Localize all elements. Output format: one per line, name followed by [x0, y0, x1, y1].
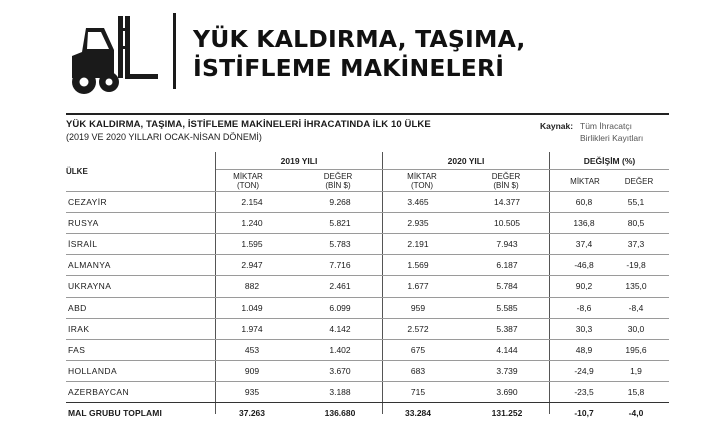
cell-country: IRAK	[68, 323, 90, 334]
cell-country: ALMANYA	[68, 260, 111, 271]
total-row	[66, 403, 669, 423]
cell-deger-2020: 4.144	[496, 344, 518, 355]
cell-miktar-2019: 37.263	[239, 408, 265, 418]
header-miktar-2019: MİKTAR (TON)	[233, 172, 263, 190]
cell-deger-2019: 3.188	[329, 386, 351, 397]
cell-change-deger: 30,0	[627, 323, 645, 334]
cell-deger-2020: 3.690	[496, 386, 518, 397]
cell-deger-2019: 2.461	[329, 281, 351, 292]
cell-change-deger: 37,3	[627, 239, 645, 250]
cell-change-miktar: 37,4	[575, 239, 593, 250]
table-row	[66, 298, 669, 318]
cell-change-miktar: 30,3	[575, 323, 593, 334]
header-divider	[173, 13, 176, 89]
cell-miktar-2020: 33.284	[405, 408, 431, 418]
cell-deger-2019: 7.716	[329, 260, 351, 271]
cell-country: CEZAYİR	[68, 197, 108, 207]
cell-miktar-2020: 1.569	[407, 260, 429, 271]
cell-miktar-2020: 3.465	[407, 197, 429, 207]
cell-change-deger: -4,0	[628, 408, 644, 418]
source-label: Kaynak:	[540, 121, 574, 131]
cell-miktar-2020: 2.191	[407, 239, 429, 250]
table-title: YÜK KALDIRMA, TAŞIMA, İSTİFLEME MAKİNELERİ İHRACATINDA İLK 10 ÜLKE	[66, 119, 431, 130]
cell-miktar-2019: 1.049	[241, 302, 263, 313]
cell-deger-2020: 5.784	[496, 281, 518, 292]
cell-change-deger: -8,4	[628, 302, 644, 313]
cell-deger-2020: 131.252	[491, 408, 523, 418]
table-subtitle: (2019 VE 2020 YILLARI OCAK-NİSAN DÖNEMİ)	[66, 132, 262, 142]
cell-miktar-2019: 1.240	[241, 218, 263, 229]
cell-miktar-2020: 2.935	[407, 218, 429, 229]
cell-deger-2020: 14.377	[494, 197, 520, 207]
cell-miktar-2020: 675	[410, 344, 426, 355]
cell-change-deger: 55,1	[627, 197, 645, 207]
page-header	[0, 0, 721, 110]
header-2020: 2020 YILI	[447, 156, 485, 166]
table-row	[66, 255, 669, 275]
cell-country: AZERBAYCAN	[68, 386, 129, 397]
table-row	[66, 319, 669, 339]
source-line1: Tüm İhracatçı	[580, 121, 632, 131]
cell-miktar-2019: 2.154	[241, 197, 263, 207]
table-row	[66, 382, 669, 402]
cell-deger-2020: 3.739	[496, 365, 518, 376]
header-change-deger: DEĞER	[624, 177, 654, 186]
header-deger-2020: DEĞER (BİN $)	[491, 172, 521, 190]
header-change-miktar: MİKTAR	[570, 177, 600, 186]
cell-change-deger: 80,5	[627, 218, 645, 229]
page-title	[193, 25, 526, 83]
cell-change-deger: -19,8	[626, 260, 646, 271]
cell-miktar-2020: 715	[410, 386, 426, 397]
cell-country: ABD	[68, 302, 87, 313]
source-note	[540, 120, 670, 143]
header-2019: 2019 YILI	[280, 156, 318, 166]
cell-change-deger: 195,6	[625, 344, 647, 355]
header-miktar-2020: MİKTAR (TON)	[407, 172, 437, 190]
cell-change-miktar: 136,8	[573, 218, 595, 229]
cell-change-miktar: 60,8	[575, 197, 593, 207]
cell-country: İSRAİL	[68, 239, 98, 250]
cell-change-miktar: -8,6	[576, 302, 592, 313]
cell-deger-2019: 6.099	[329, 302, 351, 313]
cell-deger-2019: 3.670	[329, 365, 351, 376]
cell-miktar-2019: 935	[244, 386, 260, 397]
cell-miktar-2020: 959	[410, 302, 426, 313]
cell-deger-2020: 7.943	[496, 239, 518, 250]
cell-deger-2020: 6.187	[496, 260, 518, 271]
table-row	[66, 361, 669, 381]
cell-deger-2020: 5.387	[496, 323, 518, 334]
cell-change-miktar: 48,9	[575, 344, 593, 355]
cell-country: HOLLANDA	[68, 365, 118, 376]
cell-deger-2019: 5.821	[329, 218, 351, 229]
source-line2: Birlikleri Kayıtları	[580, 133, 644, 143]
cell-miktar-2019: 1.974	[241, 323, 263, 334]
cell-change-miktar: -23,5	[574, 386, 594, 397]
table-row	[66, 213, 669, 233]
export-table	[66, 152, 669, 416]
cell-deger-2019: 5.783	[329, 239, 351, 250]
page-title-line1: YÜK KALDIRMA, TAŞIMA,	[193, 25, 526, 53]
cell-miktar-2019: 453	[244, 344, 260, 355]
table-row	[66, 234, 669, 254]
cell-country: FAS	[68, 344, 86, 355]
cell-miktar-2020: 2.572	[407, 323, 429, 334]
cell-country: RUSYA	[68, 218, 99, 229]
forklift-icon	[64, 14, 160, 98]
cell-change-deger: 135,0	[625, 281, 647, 292]
table-row	[66, 192, 669, 212]
cell-change-miktar: -46,8	[574, 260, 594, 271]
page-title-line2: İSTİFLEME MAKİNELERİ	[193, 54, 505, 82]
cell-change-deger: 15,8	[627, 386, 645, 397]
cell-deger-2019: 136.680	[324, 408, 356, 418]
cell-miktar-2019: 882	[244, 281, 260, 292]
cell-change-deger: 1,9	[630, 365, 642, 376]
group-underline	[216, 169, 669, 170]
header-country: ÜLKE	[66, 167, 88, 176]
table-row	[66, 276, 669, 296]
cell-change-miktar: -24,9	[574, 365, 594, 376]
cell-miktar-2019: 1.595	[241, 239, 263, 250]
cell-country: UKRAYNA	[68, 281, 112, 292]
cell-country: MAL GRUBU TOPLAMI	[68, 408, 162, 418]
cell-miktar-2019: 2.947	[241, 260, 263, 271]
cell-change-miktar: 90,2	[575, 281, 593, 292]
title-separator	[66, 113, 669, 115]
cell-deger-2020: 5.585	[496, 302, 518, 313]
cell-deger-2020: 10.505	[494, 218, 520, 229]
cell-deger-2019: 9.268	[329, 197, 351, 207]
cell-miktar-2020: 1.677	[407, 281, 429, 292]
cell-deger-2019: 1.402	[329, 344, 351, 355]
header-change: DEĞİŞİM (%)	[583, 156, 636, 166]
table-row	[66, 340, 669, 360]
cell-deger-2019: 4.142	[329, 323, 351, 334]
cell-change-miktar: -10,7	[574, 408, 594, 418]
header-deger-2019: DEĞER (BİN $)	[323, 172, 353, 190]
cell-miktar-2019: 909	[244, 365, 260, 376]
cell-miktar-2020: 683	[410, 365, 426, 376]
